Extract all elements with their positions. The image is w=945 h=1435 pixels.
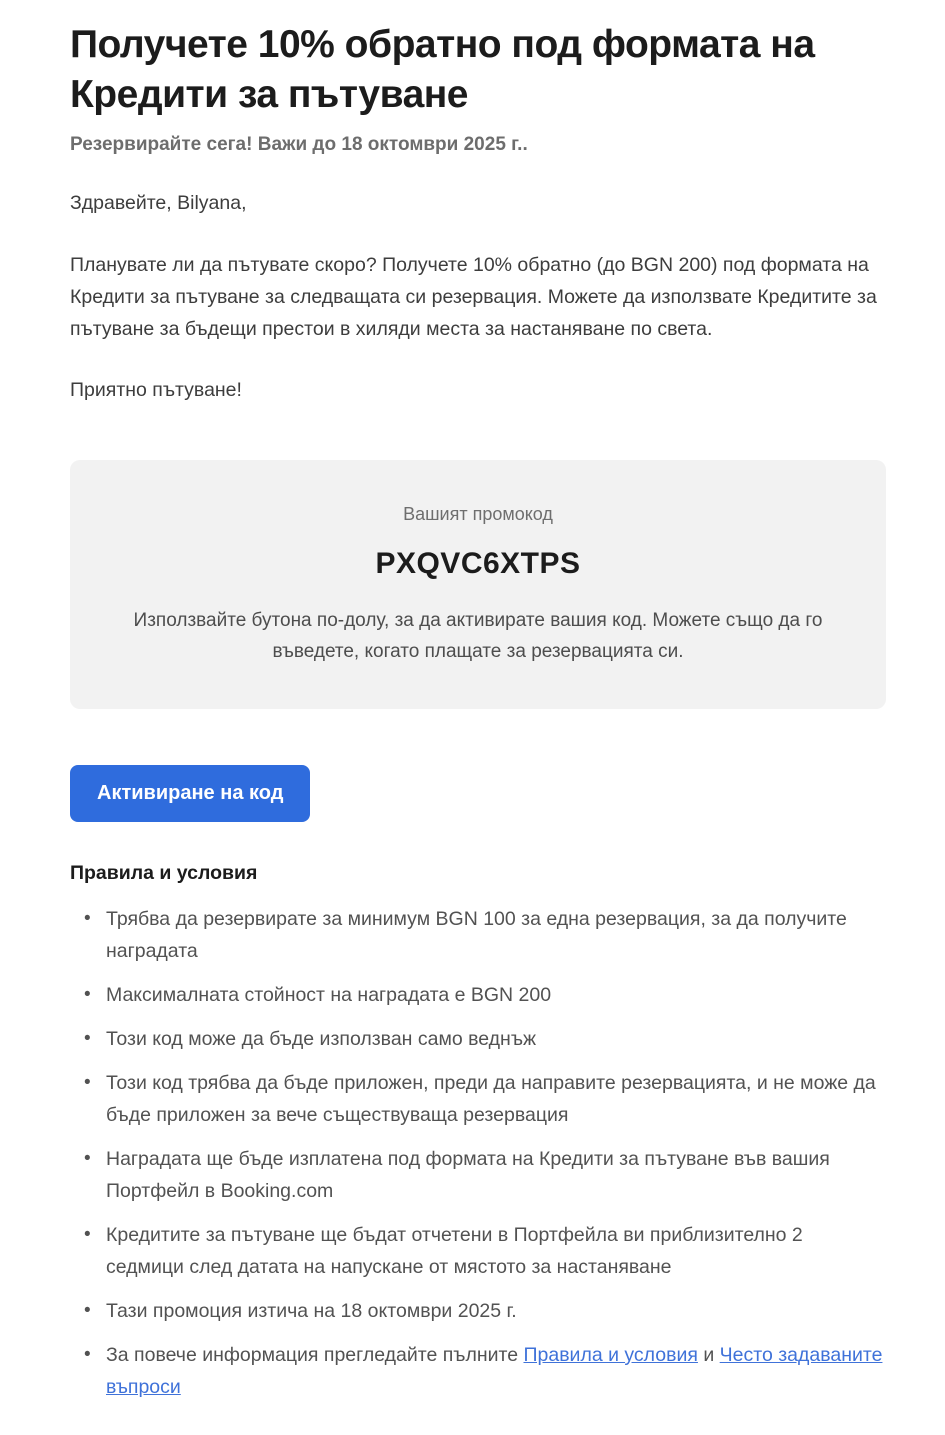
terms-item: • Този код трябва да бъде приложен, преди да направите резервацията, и не може да бъде приложен за вече съществуваща резервация [70,1067,885,1131]
more-info-prefix: За повече информация прегледайте пълните [106,1344,524,1366]
terms-item: • Този код може да бъде използван само веднъж [70,1023,885,1055]
activate-code-button[interactable]: Активиране на код [70,765,310,822]
terms-item: • Тази промоция изтича на 18 октомври 2025 г. [70,1295,885,1327]
closing-text: Приятно пътуване! [70,379,242,401]
terms-list [70,903,885,1403]
promo-code-value: PXQVC6XTPS [375,547,581,580]
more-info-separator: и [697,1344,720,1366]
terms-item-more-info [70,1339,885,1403]
terms-and-conditions-link[interactable]: Правила и условия [523,1344,698,1366]
terms-item: • Максималната стойност на наградата е BGN 200 [70,979,885,1011]
terms-item: • Наградата ще бъде изплатена под формата на Кредити за пътуване във вашия Портфейл в Booking.com [70,1143,885,1207]
terms-item: • Кредитите за пътуване ще бъдат отчетени в Портфейла ви приблизително 2 седмици след датата на напускане от мястото за настаняване [70,1219,885,1283]
page-subtitle: Резервирайте сега! Важи до 18 октомври 2025 г.. [70,134,528,155]
terms-heading: Правила и условия [70,862,258,884]
offer-paragraph: Планувате ли да пътувате скоро? Получете 10% обратно (до BGN 200) под формата на Кредити за пътуване за следващата си резервация. Можете да използвате Кредитите за пътуване за бъдещи престои в хиляди места за настаняване по света. [70,254,877,340]
page-title: Получете 10% обратно под формата на Кредити за пътуване [70,23,815,116]
promo-code-instruction: Използвайте бутона по-долу, за да активирате вашия код. Можете също да го въведете, когато плащате за резервацията си. [133,610,823,662]
promo-code-box [70,460,886,709]
promo-code-label: Вашият промокод [403,504,553,524]
greeting-text: Здравейте, Bilyana, [70,192,247,214]
terms-item: • Трябва да резервирате за минимум BGN 100 за една резервация, за да получите наградата [70,903,885,967]
faq-link[interactable]: Често задаваните въпроси [106,1344,883,1398]
